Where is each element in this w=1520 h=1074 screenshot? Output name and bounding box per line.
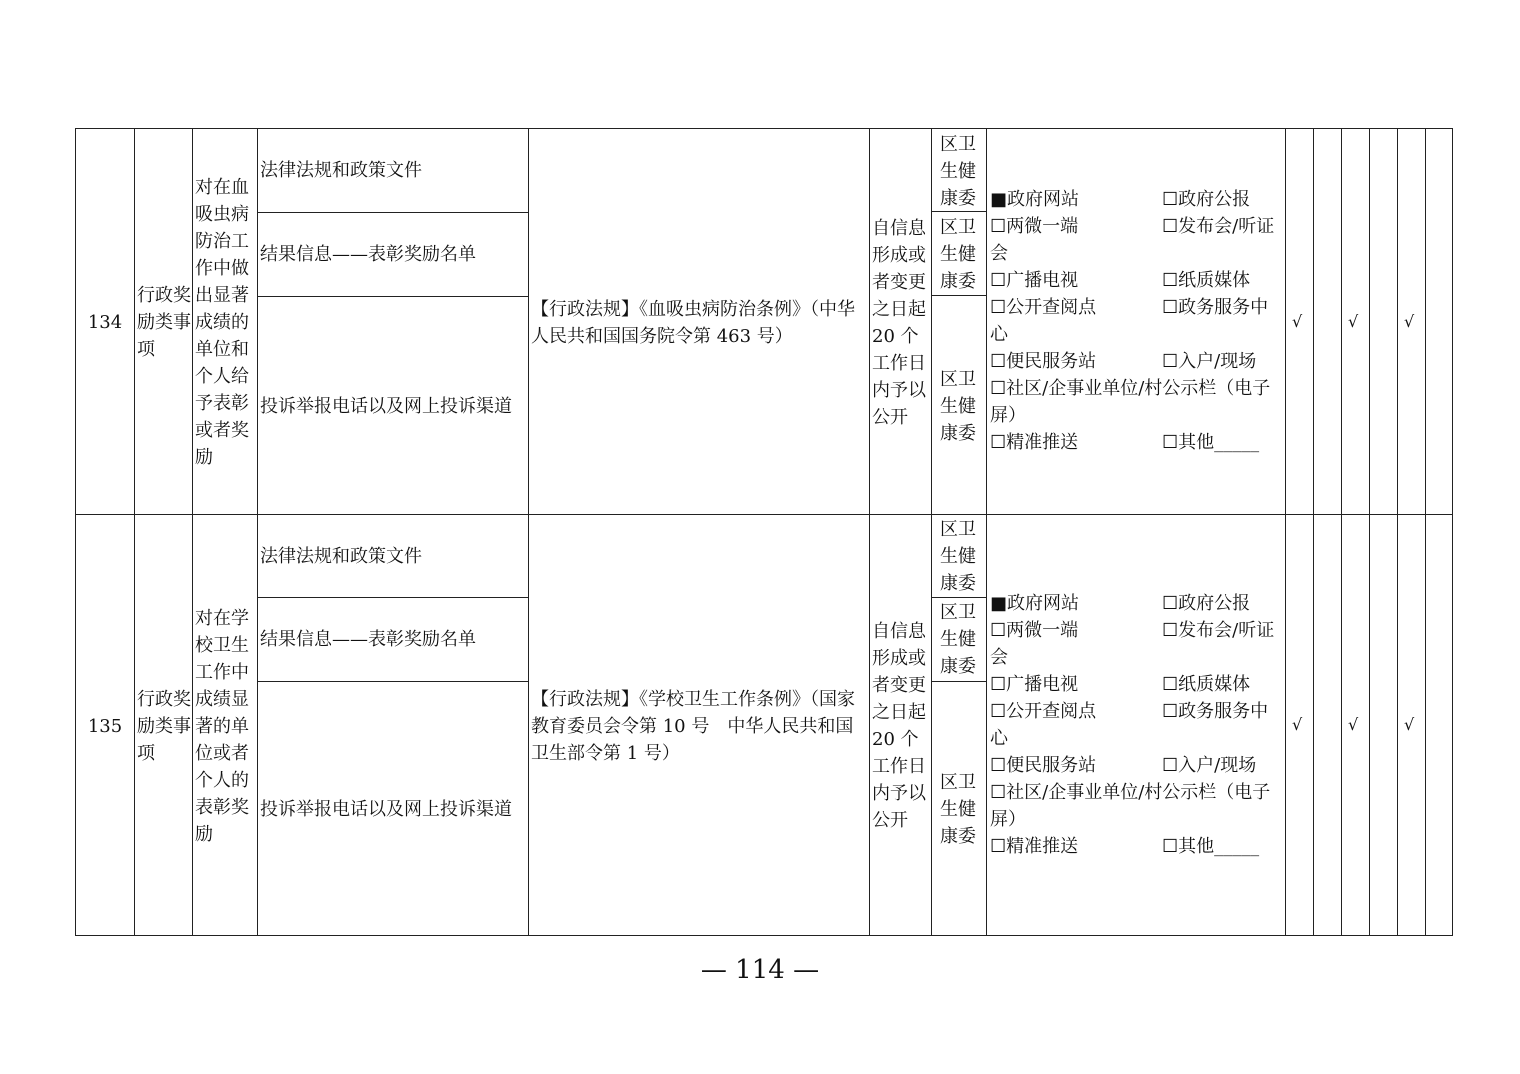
channel-wrap: 心 — [990, 324, 1008, 345]
channel-gov-website: ■政府网站 — [990, 189, 1080, 210]
check-mark: √ — [1404, 312, 1415, 331]
table-block-134 — [75, 128, 1453, 515]
content-item-3: 投诉举报电话以及网上投诉渠道 — [260, 396, 512, 417]
content-item-2: 结果信息——表彰奖励名单 — [260, 629, 476, 650]
channel-wechat-weibo: ☐两微一端 — [990, 216, 1079, 237]
agency-3: 区卫生健康委 — [940, 369, 976, 444]
channel-broadcast: ☐广播电视 — [990, 674, 1079, 695]
channel-print-media: ☐纸质媒体 — [1162, 270, 1251, 291]
check-mark: √ — [1292, 312, 1303, 331]
agency-2: 区卫生健康委 — [940, 602, 976, 677]
channel-bulletin-board: ☐社区/企事业单位/村公示栏（电子 — [990, 378, 1271, 399]
disclosure-timeline: 自信息形成或者变更之日起 20 个工作日内予以公开 — [872, 621, 926, 831]
channel-service-center: ☐政务服务中 — [1162, 701, 1269, 722]
table-block-135 — [75, 514, 1453, 936]
content-item-1: 法律法规和政策文件 — [260, 160, 422, 181]
channel-service-station: ☐便民服务站 — [990, 351, 1097, 372]
channel-press-hearing: ☐发布会/听证 — [1162, 216, 1275, 237]
row-category: 行政奖励类事项 — [137, 688, 191, 764]
check-mark: √ — [1404, 715, 1415, 734]
channel-wrap: 会 — [990, 243, 1008, 264]
content-item-2: 结果信息——表彰奖励名单 — [260, 244, 476, 265]
channel-wechat-weibo: ☐两微一端 — [990, 620, 1079, 641]
channel-other: ☐其他_____ — [1162, 432, 1260, 453]
channel-door-to-door: ☐入户/现场 — [1162, 351, 1257, 372]
channel-gov-website: ■政府网站 — [990, 593, 1080, 614]
channel-reading-point: ☐公开查阅点 — [990, 701, 1097, 722]
channel-targeted-push: ☐精准推送 — [990, 432, 1079, 453]
channel-wrap: 屏） — [990, 405, 1026, 426]
row-number: 135 — [87, 715, 123, 737]
channel-wrap: 会 — [990, 647, 1008, 668]
row-subject: 对在学校卫生工作中成绩显著的单位或者个人的表彰奖励 — [195, 607, 249, 845]
row-category: 行政奖励类事项 — [137, 285, 191, 360]
channel-service-center: ☐政务服务中 — [1162, 297, 1269, 318]
check-mark: √ — [1348, 312, 1359, 331]
channel-reading-point: ☐公开查阅点 — [990, 297, 1097, 318]
channel-gov-gazette: ☐政府公报 — [1162, 593, 1251, 614]
channel-gov-gazette: ☐政府公报 — [1162, 189, 1251, 210]
channel-wrap: 心 — [990, 728, 1008, 749]
row-number: 134 — [87, 312, 123, 333]
agency-2: 区卫生健康委 — [940, 216, 976, 292]
channel-wrap: 屏） — [990, 809, 1026, 830]
agency-3: 区卫生健康委 — [940, 772, 976, 847]
channel-print-media: ☐纸质媒体 — [1162, 674, 1251, 695]
check-mark: √ — [1292, 715, 1303, 734]
channel-service-station: ☐便民服务站 — [990, 755, 1097, 776]
content-item-3: 投诉举报电话以及网上投诉渠道 — [260, 799, 512, 820]
agency-1: 区卫生健康委 — [940, 133, 976, 209]
channel-bulletin-board: ☐社区/企事业单位/村公示栏（电子 — [990, 782, 1271, 803]
channel-other: ☐其他_____ — [1162, 836, 1260, 857]
channel-door-to-door: ☐入户/现场 — [1162, 755, 1257, 776]
channel-press-hearing: ☐发布会/听证 — [1162, 620, 1275, 641]
disclosure-channels — [990, 590, 1303, 860]
legal-basis: 【行政法规】《学校卫生工作条例》（国家教育委员会令第 10 号 中华人民共和国卫生部令第 1 号） — [531, 688, 855, 764]
row-subject: 对在血吸虫病防治工作中做出显著成绩的单位和个人给予表彰或者奖励 — [195, 177, 249, 468]
channel-broadcast: ☐广播电视 — [990, 270, 1079, 291]
legal-basis: 【行政法规】《血吸虫病防治条例》（中华人民共和国国务院令第 463 号） — [531, 298, 855, 347]
check-mark: √ — [1348, 715, 1359, 734]
disclosure-channels — [990, 186, 1303, 456]
content-item-1: 法律法规和政策文件 — [260, 545, 422, 567]
agency-1: 区卫生健康委 — [940, 519, 976, 594]
channel-targeted-push: ☐精准推送 — [990, 836, 1079, 857]
page-number: — 114 — — [700, 955, 820, 985]
disclosure-timeline: 自信息形成或者变更之日起 20 个工作日内予以公开 — [872, 217, 926, 428]
